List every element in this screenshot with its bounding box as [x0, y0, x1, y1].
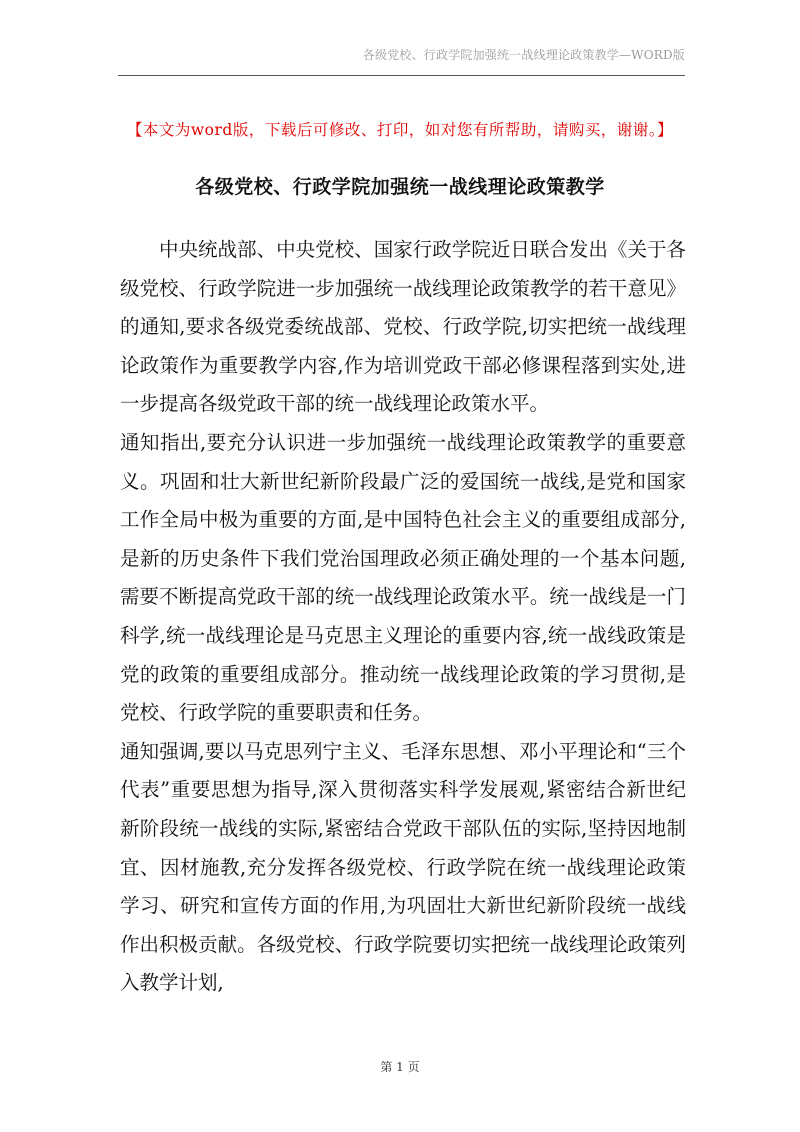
- download-notice: 【本文为word版，下载后可修改、打印，如对您有所帮助，请购买，谢谢。】: [126, 121, 674, 139]
- document-body: [120, 231, 686, 1003]
- running-header: 各级党校、行政学院加强统一战线理论政策教学—WORD版: [362, 48, 685, 62]
- document-title: 各级党校、行政学院加强统一战线理论政策教学: [195, 176, 605, 198]
- paragraph-1: 中央统战部、中央党校、国家行政学院近日联合发出《关于各级党校、行政学院进一步加强统一战线理论政策教学的若干意见》的通知,要求各级党委统战部、党校、行政学院,切实把统一战线理论政策作为重要教学内容,作为培训党政干部必修课程落到实处,进一步提高各级党政干部的统一战线理论政策水平。: [120, 238, 686, 416]
- paragraph-2: 通知指出,要充分认识进一步加强统一战线理论政策教学的重要意义。巩固和壮大新世纪新阶段最广泛的爱国统一战线,是党和国家工作全局中极为重要的方面,是中国特色社会主义的重要组成部分,是新的历史条件下我们党治国理政必须正确处理的一个基本问题,需要不断提高党政干部的统一战线理论政策水平。统一战线是一门科学,统一战线理论是马克思主义理论的重要内容,统一战线政策是党的政策的重要组成部分。推动统一战线理论政策的学习贯彻,是党校、行政学院的重要职责和任务。: [120, 430, 686, 725]
- header-divider: [118, 75, 685, 76]
- paragraph-3: 通知强调,要以马克思列宁主义、毛泽东思想、邓小平理论和“三个代表”重要思想为指导,深入贯彻落实科学发展观,紧密结合新世纪新阶段统一战线的实际,紧密结合党政干部队伍的实际,坚持因地制宜、因材施教,充分发挥各级党校、行政学院在统一战线理论政策学习、研究和宣传方面的作用,为巩固壮大新世纪新阶段统一战线作出积极贡献。各级党校、行政学院要切实把统一战线理论政策列入教学计划,: [120, 739, 686, 995]
- page-number: 第 1 页: [380, 1060, 420, 1074]
